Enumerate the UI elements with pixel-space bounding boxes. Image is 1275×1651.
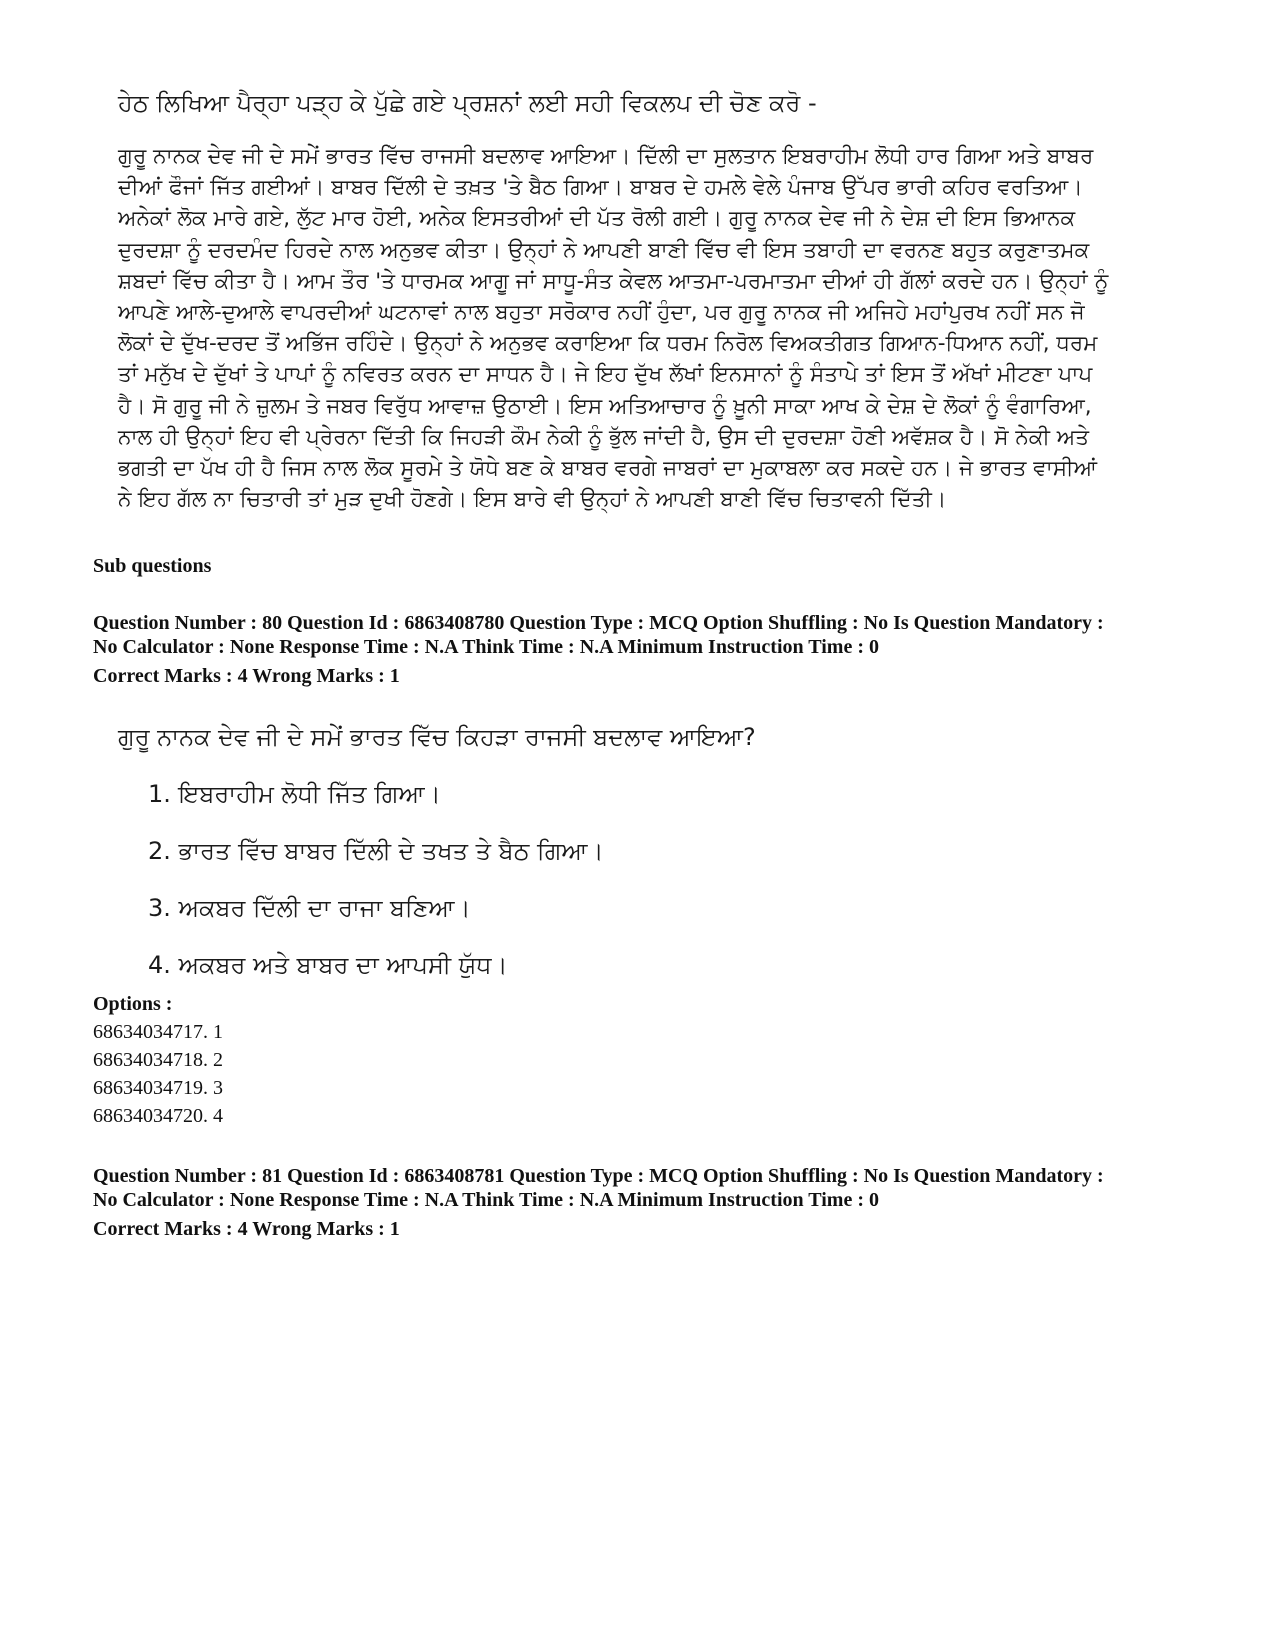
- sub-questions-heading: Sub questions: [93, 555, 212, 577]
- question-80-marks: Correct Marks : 4 Wrong Marks : 1: [93, 665, 400, 687]
- question-80-text: ਗੁਰੂ ਨਾਨਕ ਦੇਵ ਜੀ ਦੇ ਸਮੇਂ ਭਾਰਤ ਵਿੱਚ ਕਿਹੜਾ ਰਾਜਸੀ ਬਦਲਾਵ ਆਇਆ?: [118, 723, 756, 751]
- passage: [118, 141, 1193, 515]
- question-80-meta: [93, 611, 1203, 659]
- question-81-meta-line: No Calculator : None Response Time : N.A Think Time : N.A Minimum Instruction Time : 0: [93, 1189, 879, 1211]
- passage-line: ਦੁਰਦਸ਼ਾ ਨੂੰ ਦਰਦਮੰਦ ਹਿਰਦੇ ਨਾਲ ਅਨੁਭਵ ਕੀਤਾ। ਉਨ੍ਹਾਂ ਨੇ ਆਪਣੀ ਬਾਣੀ ਵਿੱਚ ਵੀ ਇਸ ਤਬਾਹੀ ਦਾ ਵਰਨਣ ਬਹੁਤ ਕਰੁਣਾਤਮਕ: [118, 237, 1090, 263]
- question-81-meta-line: Question Number : 81 Question Id : 6863408781 Question Type : MCQ Option Shuffling : No Is Question Mandatory :: [93, 1165, 1104, 1187]
- option-item: 68634034718. 2: [93, 1049, 223, 1071]
- passage-line: ਗੁਰੂ ਨਾਨਕ ਦੇਵ ਜੀ ਦੇ ਸਮੇਂ ਭਾਰਤ ਵਿੱਚ ਰਾਜਸੀ ਬਦਲਾਵ ਆਇਆ। ਦਿੱਲੀ ਦਾ ਸੁਲਤਾਨ ਇਬਰਾਹੀਮ ਲੋਧੀ ਹਾਰ ਗਿਆ ਅਤੇ ਬਾਬਰ: [118, 144, 1094, 169]
- passage-line: ਦੀਆਂ ਫੌਜਾਂ ਜਿੱਤ ਗਈਆਂ। ਬਾਬਰ ਦਿੱਲੀ ਦੇ ਤਖ਼ਤ 'ਤੇ ਬੈਠ ਗਿਆ। ਬਾਬਰ ਦੇ ਹਮਲੇ ਵੇਲੇ ਪੰਜਾਬ ਉੱਪਰ ਭਾਰੀ ਕਹਿਰ ਵਰਤਿਆ।: [118, 175, 1083, 201]
- passage-line: ਸ਼ਬਦਾਂ ਵਿੱਚ ਕੀਤਾ ਹੈ। ਆਮ ਤੌਰ 'ਤੇ ਧਾਰਮਕ ਆਗੂ ਜਾਂ ਸਾਧੂ-ਸੰਤ ਕੇਵਲ ਆਤਮਾ-ਪਰਮਾਤਮਾ ਦੀਆਂ ਹੀ ਗੱਲਾਂ ਕਰਦੇ ਹਨ। ਉਨ੍ਹਾਂ ਨੂੰ: [118, 268, 1109, 294]
- question-80-choice-3: 3. ਅਕਬਰ ਦਿੱਲੀ ਦਾ ਰਾਜਾ ਬਣਿਆ।: [148, 894, 471, 922]
- question-80-choice-1: 1. ਇਬਰਾਹੀਮ ਲੋਧੀ ਜਿੱਤ ਗਿਆ।: [148, 780, 441, 808]
- passage-line: ਅਨੇਕਾਂ ਲੋਕ ਮਾਰੇ ਗਏ, ਲੁੱਟ ਮਾਰ ਹੋਈ, ਅਨੇਕ ਇਸਤਰੀਆਂ ਦੀ ਪੱਤ ਰੋਲੀ ਗਈ। ਗੁਰੂ ਨਾਨਕ ਦੇਵ ਜੀ ਨੇ ਦੇਸ਼ ਦੀ ਇਸ ਭਿਆਨਕ: [118, 206, 1076, 232]
- passage-line: ਤਾਂ ਮਨੁੱਖ ਦੇ ਦੁੱਖਾਂ ਤੇ ਪਾਪਾਂ ਨੂੰ ਨਵਿਰਤ ਕਰਨ ਦਾ ਸਾਧਨ ਹੈ। ਜੇ ਇਹ ਦੁੱਖ ਲੱਖਾਂ ਇਨਸਾਨਾਂ ਨੂੰ ਸੰਤਾਪੇ ਤਾਂ ਇਸ ਤੋਂ ਅੱਖਾਂ ਮੀਟਣਾ ਪਾਪ: [118, 362, 1093, 388]
- passage-line: ਹੈ। ਸੋ ਗੁਰੂ ਜੀ ਨੇ ਜ਼ੁਲਮ ਤੇ ਜਬਰ ਵਿਰੁੱਧ ਆਵਾਜ਼ ਉਠਾਈ। ਇਸ ਅਤਿਆਚਾਰ ਨੂੰ ਖ਼ੂਨੀ ਸਾਕਾ ਆਖ ਕੇ ਦੇਸ਼ ਦੇ ਲੋਕਾਂ ਨੂੰ ਵੰਗਾਰਿਆ,: [118, 393, 1092, 419]
- passage-instruction: ਹੇਠ ਲਿਖਿਆ ਪੈਰ੍ਹਾ ਪੜ੍ਹ ਕੇ ਪੁੱਛੇ ਗਏ ਪ੍ਰਸ਼ਨਾਂ ਲਈ ਸਹੀ ਵਿਕਲਪ ਦੀ ਚੋਣ ਕਰੋ -: [118, 89, 817, 117]
- passage-line: ਨੇ ਇਹ ਗੱਲ ਨਾ ਚਿਤਾਰੀ ਤਾਂ ਮੁੜ ਦੁਖੀ ਹੋਣਗੇ। ਇਸ ਬਾਰੇ ਵੀ ਉਨ੍ਹਾਂ ਨੇ ਆਪਣੀ ਬਾਣੀ ਵਿੱਚ ਚਿਤਾਵਨੀ ਦਿੱਤੀ।: [118, 487, 947, 513]
- question-80-meta-line: Question Number : 80 Question Id : 6863408780 Question Type : MCQ Option Shuffling : No Is Question Mandatory :: [93, 612, 1104, 634]
- question-80-choice-2: 2. ਭਾਰਤ ਵਿੱਚ ਬਾਬਰ ਦਿੱਲੀ ਦੇ ਤਖਤ ਤੇ ਬੈਠ ਗਿਆ।: [148, 837, 604, 865]
- passage-line: ਆਪਣੇ ਆਲੇ-ਦੁਆਲੇ ਵਾਪਰਦੀਆਂ ਘਟਨਾਵਾਂ ਨਾਲ ਬਹੁਤਾ ਸਰੋਕਾਰ ਨਹੀਂ ਹੁੰਦਾ, ਪਰ ਗੁਰੂ ਨਾਨਕ ਜੀ ਅਜਿਹੇ ਮਹਾਂਪੁਰਖ ਨਹੀਂ ਸਨ ਜੋ: [118, 300, 1085, 326]
- question-81-marks: Correct Marks : 4 Wrong Marks : 1: [93, 1218, 400, 1240]
- question-81-meta: [93, 1164, 1203, 1212]
- option-item: 68634034720. 4: [93, 1105, 223, 1127]
- question-80-choice-4: 4. ਅਕਬਰ ਅਤੇ ਬਾਬਰ ਦਾ ਆਪਸੀ ਯੁੱਧ।: [148, 951, 508, 979]
- options-heading: Options :: [93, 993, 173, 1015]
- passage-line: ਭਗਤੀ ਦਾ ਪੱਖ ਹੀ ਹੈ ਜਿਸ ਨਾਲ ਲੋਕ ਸੂਰਮੇ ਤੇ ਯੋਧੇ ਬਣ ਕੇ ਬਾਬਰ ਵਰਗੇ ਜਾਬਰਾਂ ਦਾ ਮੁਕਾਬਲਾ ਕਰ ਸਕਦੇ ਹਨ। ਜੇ ਭਾਰਤ ਵਾਸੀਆਂ: [118, 456, 1098, 482]
- passage-line: ਲੋਕਾਂ ਦੇ ਦੁੱਖ-ਦਰਦ ਤੋਂ ਅਭਿੱਜ ਰਹਿੰਦੇ। ਉਨ੍ਹਾਂ ਨੇ ਅਨੁਭਵ ਕਰਾਇਆ ਕਿ ਧਰਮ ਨਿਰੋਲ ਵਿਅਕਤੀਗਤ ਗਿਆਨ-ਧਿਆਨ ਨਹੀਂ, ਧਰਮ: [118, 331, 1098, 357]
- passage-line: ਨਾਲ ਹੀ ਉਨ੍ਹਾਂ ਇਹ ਵੀ ਪ੍ਰੇਰਨਾ ਦਿੱਤੀ ਕਿ ਜਿਹੜੀ ਕੌਮ ਨੇਕੀ ਨੂੰ ਭੁੱਲ ਜਾਂਦੀ ਹੈ, ਉਸ ਦੀ ਦੁਰਦਸ਼ਾ ਹੋਣੀ ਅਵੱਸ਼ਕ ਹੈ। ਸੋ ਨੇਕੀ ਅਤੇ: [118, 424, 1090, 450]
- question-80-meta-line: No Calculator : None Response Time : N.A Think Time : N.A Minimum Instruction Time : 0: [93, 636, 879, 658]
- option-item: 68634034719. 3: [93, 1077, 223, 1099]
- option-item: 68634034717. 1: [93, 1021, 223, 1043]
